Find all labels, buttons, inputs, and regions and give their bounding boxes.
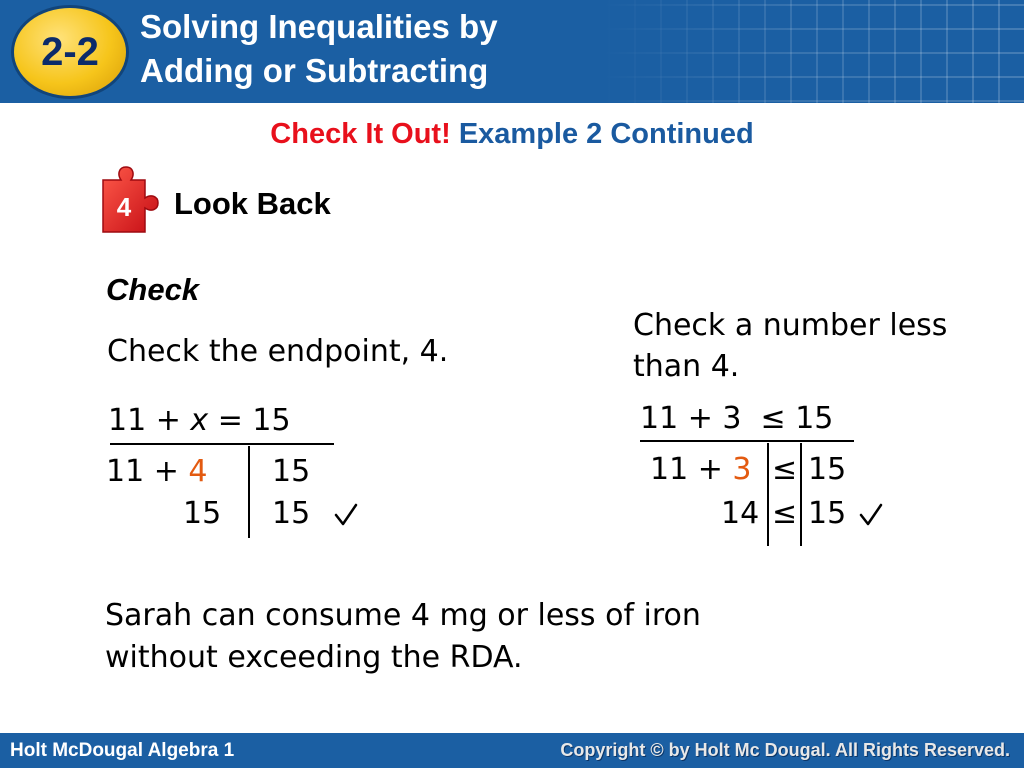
lesson-title-line2: Adding or Subtracting	[140, 52, 489, 89]
footer-bar	[0, 733, 1024, 768]
right-instruction-line1: Check a number less	[633, 308, 948, 343]
right-row2-symbol: ≤	[772, 496, 798, 531]
right-table-divider-left	[767, 443, 769, 546]
left-row1-prefix: 11 +	[106, 454, 189, 489]
left-row2-right: 15	[272, 496, 311, 531]
step-label: Look Back	[174, 186, 331, 221]
footer-publisher: Holt McDougal Algebra 1	[10, 740, 235, 761]
left-table-divider	[248, 446, 250, 538]
left-equation	[108, 401, 291, 441]
lesson-badge	[14, 8, 126, 96]
left-row1-left	[106, 452, 207, 492]
checkmark-icon	[333, 502, 359, 528]
right-substituted-value: 3	[732, 452, 752, 487]
left-equation-text: 11 + x = 15	[108, 403, 291, 438]
slide-subtitle	[0, 118, 1024, 151]
header-grid-fade	[604, 0, 1024, 103]
left-instruction: Check the endpoint, 4.	[107, 334, 449, 369]
right-row1-right: 15	[808, 452, 847, 487]
right-row1-left	[650, 450, 751, 490]
puzzle-piece-icon	[99, 166, 159, 236]
right-row1-prefix: 11 +	[650, 452, 733, 487]
check-heading: Check	[106, 272, 200, 307]
right-table-rule	[640, 440, 854, 442]
right-table-divider-right	[800, 443, 802, 546]
right-row2-right: 15	[808, 496, 847, 531]
example-label: Example 2 Continued	[458, 118, 754, 150]
left-row1-right: 15	[272, 454, 311, 489]
left-table-rule	[110, 443, 334, 445]
right-instruction-line2: than 4.	[633, 349, 740, 384]
step-number: 4	[116, 192, 132, 222]
footer-copyright: Copyright © by Holt Mc Dougal. All Rights Reserved.	[560, 740, 1010, 760]
check-it-out-label: Check It Out!	[270, 118, 451, 150]
lesson-title-line1: Solving Inequalities by	[140, 8, 498, 45]
left-row2-left: 15	[183, 496, 222, 531]
right-row1-symbol: ≤	[772, 452, 798, 487]
left-substituted-value: 4	[188, 454, 208, 489]
conclusion-line1: Sarah can consume 4 mg or less of iron	[105, 598, 701, 633]
lesson-number: 2-2	[41, 29, 99, 74]
checkmark-icon	[858, 502, 884, 528]
conclusion-line2: without exceeding the RDA.	[105, 640, 523, 675]
header-bar	[0, 0, 1024, 103]
right-inequality: 11 + 3 ≤ 15	[640, 401, 834, 436]
right-row2-left: 14	[721, 496, 760, 531]
lesson-title	[140, 5, 660, 93]
